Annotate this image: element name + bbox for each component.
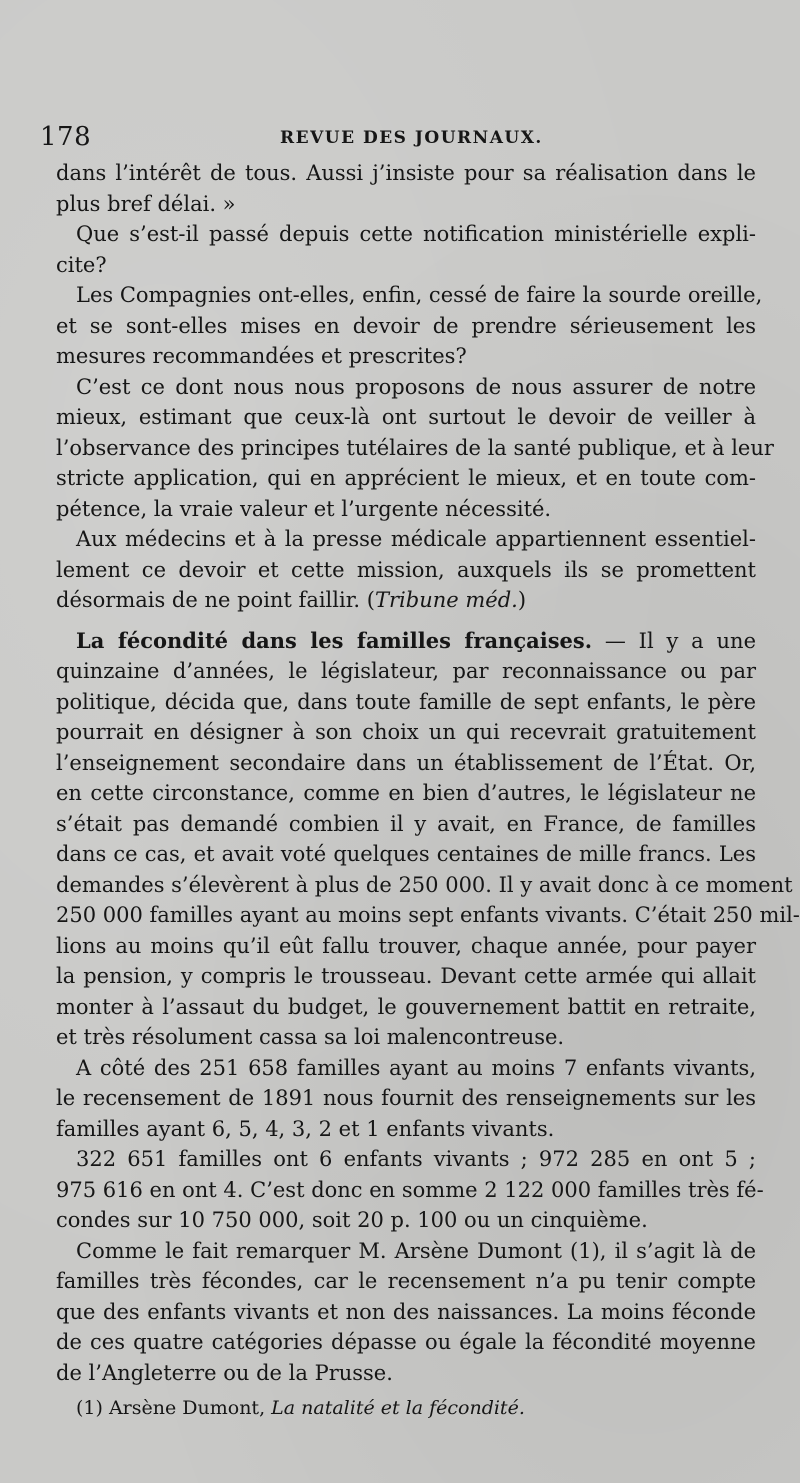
text-line: lions au moins qu’il eût fallu trouver, chaque année, pour payer — [56, 933, 756, 958]
page-number: 178 — [40, 122, 92, 152]
text-line: le recensement de 1891 nous fournit des renseignements sur les — [56, 1086, 756, 1110]
text-line: 975 616 en ont 4. C’est donc en somme 2 122 000 familles très fé- — [56, 1177, 764, 1202]
text-line: de l’Angleterre ou de la Prusse. — [56, 1360, 393, 1385]
text-line: politique, décida que, dans toute famille de sept enfants, le père — [56, 689, 756, 714]
text-line: dans ce cas, et avait voté quelques centaines de mille francs. Les — [56, 842, 756, 866]
section-paragraph-4 — [56, 1236, 756, 1389]
text-line: A côté des 251 658 familles ayant au moins 7 enfants vivants, — [76, 1055, 756, 1080]
text-line: mesures recommandées et prescrites? — [56, 344, 467, 368]
section-separator — [56, 616, 756, 626]
source-citation: Tribune méd. — [375, 588, 518, 612]
text-line: Que s’est-il passé depuis cette notification ministérielle expli- — [76, 222, 756, 246]
text-line: la pension, y compris le trousseau. Devant cette armée qui allait — [56, 964, 756, 988]
section-title: La fécondité dans les familles françaises. — [76, 627, 593, 653]
text-line-content: désormais de ne point faillir. — [56, 588, 361, 612]
text-line: plus bref délai. » — [56, 191, 236, 216]
text-line: Les Compagnies ont-elles, enfin, cessé de faire la sourde oreille, — [76, 283, 763, 307]
section-paragraph-2 — [56, 1053, 756, 1145]
text-line: et se sont-elles mises en devoir de prendre sérieusement les — [56, 313, 756, 338]
body-text — [56, 158, 800, 1388]
text-line: pourrait en désigner à son choix un qui recevrait gratuitement — [56, 720, 756, 744]
text-line: dans l’intérêt de tous. Aussi j’insiste pour sa réalisation dans le — [56, 161, 756, 185]
text-line: 250 000 familles ayant au moins sept enfants vivants. C’était 250 mil- — [56, 903, 800, 927]
text-line: en cette circonstance, comme en bien d’autres, le législateur ne — [56, 781, 756, 805]
section-lead-in: — Il y a une — [592, 628, 756, 653]
text-line: l’observance des principes tutélaires de la santé publique, et à leur — [56, 435, 774, 460]
text-line: mieux, estimant que ceux-là ont surtout le devoir de veiller à — [56, 405, 756, 429]
text-line: stricte application, qui en apprécient le mieux, et en toute com- — [56, 466, 756, 490]
running-title: REVUE DES JOURNAUX. — [280, 128, 543, 148]
paragraph-2 — [56, 219, 756, 280]
text-line: 322 651 familles ont 6 enfants vivants ; 972 285 en ont 5 ; — [76, 1147, 756, 1171]
text-line: demandes s’élevèrent à plus de 250 000. Il y avait donc à ce moment — [56, 872, 793, 897]
text-line: s’était pas demandé combien il y avait, en France, de familles — [56, 811, 756, 836]
paragraph-4 — [56, 372, 774, 525]
text-line: que des enfants vivants et non des naissances. La moins féconde — [56, 1299, 756, 1324]
text-line: de ces quatre catégories dépasse ou égale la fécondité moyenne — [56, 1330, 756, 1354]
text-line: condes sur 10 750 000, soit 20 p. 100 ou un cinquième. — [56, 1208, 648, 1232]
paragraph-1 — [56, 158, 756, 219]
paragraph-5 — [56, 524, 756, 616]
section-paragraph-3 — [56, 1144, 764, 1236]
text-line: familles ayant 6, 5, 4, 3, 2 et 1 enfants vivants. — [56, 1116, 555, 1141]
text-line: familles très fécondes, car le recensement n’a pu tenir compte — [56, 1269, 756, 1293]
text-line: C’est ce dont nous nous proposons de nous assurer de notre — [76, 374, 756, 399]
text-line: pétence, la vraie valeur et l’urgente nécessité. — [56, 496, 552, 521]
section-paragraph-1 — [56, 626, 800, 1053]
page-header — [40, 122, 760, 156]
footnote — [76, 1395, 756, 1421]
section-heading-line — [56, 626, 756, 657]
text-line: cite? — [56, 252, 107, 277]
paragraph-3 — [56, 280, 763, 372]
text-line: quinzaine d’années, le législateur, par reconnaissance ou par — [56, 659, 756, 683]
text-line: et très résolument cassa sa loi malencontreuse. — [56, 1025, 565, 1049]
text-line: Comme le fait remarquer M. Arsène Dumont (1), il s’agit là de — [76, 1238, 756, 1263]
text-line: Aux médecins et à la presse médicale appartiennent essentiel- — [76, 527, 756, 551]
text-line: monter à l’assaut du budget, le gouvernement battit en retraite, — [56, 994, 756, 1019]
text-line: l’enseignement secondaire dans un établissement de l’État. Or, — [56, 750, 756, 775]
text-line: lement ce devoir et cette mission, auxquels ils se promettent — [56, 557, 756, 582]
footnote-marker: (1) Arsène Dumont, — [76, 1397, 266, 1419]
footnote-work-title: La natalité et la fécondité. — [271, 1397, 525, 1419]
text-line: désormais de ne point faillir. (Tribune méd.) — [56, 588, 527, 612]
